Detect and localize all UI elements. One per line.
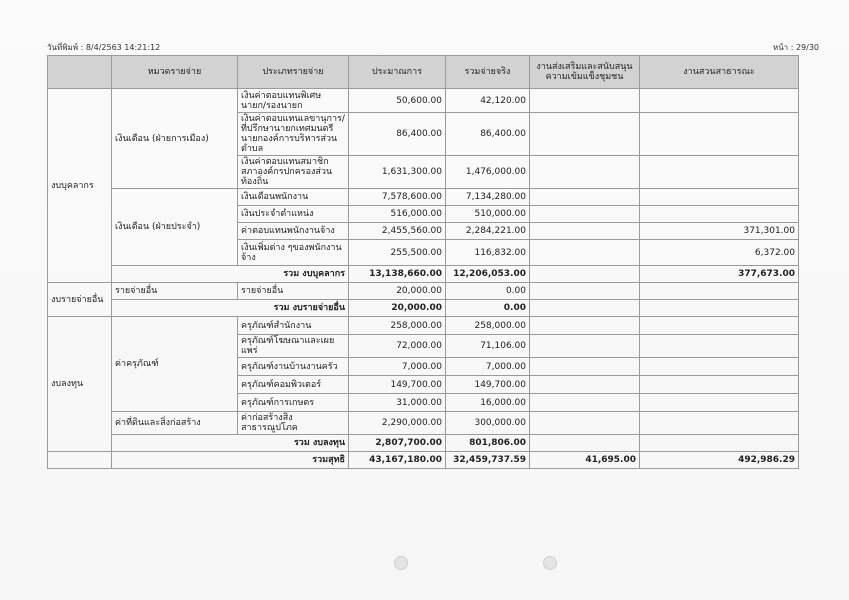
row-actual: 2,284,221.00 bbox=[446, 223, 530, 240]
subtotal-actual: 12,206,053.00 bbox=[446, 266, 530, 283]
row-community bbox=[530, 412, 640, 435]
row-actual: 7,000.00 bbox=[446, 358, 530, 376]
group-other: งบรายจ่ายอื่น bbox=[48, 283, 112, 317]
row-community bbox=[530, 376, 640, 394]
subtotal-row bbox=[48, 435, 799, 452]
group-personnel: งบบุคลากร bbox=[48, 89, 112, 283]
row-estimate: 31,000.00 bbox=[349, 394, 446, 412]
row-estimate: 20,000.00 bbox=[349, 283, 446, 300]
row-type: เงินเดือนพนักงาน bbox=[238, 189, 349, 206]
table-row bbox=[48, 89, 799, 113]
punch-hole-left bbox=[394, 556, 408, 570]
subtotal-actual: 801,806.00 bbox=[446, 435, 530, 452]
print-date: วันที่พิมพ์ : 8/4/2563 14:21:12 bbox=[47, 43, 161, 52]
row-park bbox=[640, 283, 799, 300]
subgroup-salary-political: เงินเดือน (ฝ่ายการเมือง) bbox=[112, 89, 238, 189]
row-type: ครุภัณฑ์คอมพิวเตอร์ bbox=[238, 376, 349, 394]
row-type: ค่าตอบแทนพนักงานจ้าง bbox=[238, 223, 349, 240]
row-community bbox=[530, 113, 640, 156]
row-park bbox=[640, 335, 799, 358]
row-park: 371,301.00 bbox=[640, 223, 799, 240]
header-category: หมวดรายจ่าย bbox=[112, 56, 238, 89]
row-type: ครุภัณฑ์การเกษตร bbox=[238, 394, 349, 412]
subgroup-salary-regular: เงินเดือน (ฝ่ายประจำ) bbox=[112, 189, 238, 266]
row-estimate: 2,290,000.00 bbox=[349, 412, 446, 435]
grand-total-actual: 32,459,737.59 bbox=[446, 452, 530, 469]
row-estimate: 72,000.00 bbox=[349, 335, 446, 358]
row-actual: 300,000.00 bbox=[446, 412, 530, 435]
row-community bbox=[530, 358, 640, 376]
header-estimate: ประมาณการ bbox=[349, 56, 446, 89]
subtotal-community bbox=[530, 435, 640, 452]
row-community bbox=[530, 223, 640, 240]
header-community-work: งานส่งเสริมและสนับสนุนความเข้มแข็งชุมชน bbox=[530, 56, 640, 89]
row-community bbox=[530, 283, 640, 300]
row-actual: 16,000.00 bbox=[446, 394, 530, 412]
row-estimate: 149,700.00 bbox=[349, 376, 446, 394]
row-park bbox=[640, 317, 799, 335]
subtotal-community bbox=[530, 300, 640, 317]
row-park bbox=[640, 358, 799, 376]
row-actual: 42,120.00 bbox=[446, 89, 530, 113]
grand-total-park: 492,986.29 bbox=[640, 452, 799, 469]
subtotal-label: รวม งบบุคลากร bbox=[112, 266, 349, 283]
row-estimate: 2,455,560.00 bbox=[349, 223, 446, 240]
row-estimate: 255,500.00 bbox=[349, 240, 446, 266]
subgroup-other-expense: รายจ่ายอื่น bbox=[112, 283, 238, 300]
subtotal-label: รวม งบลงทุน bbox=[112, 435, 349, 452]
row-estimate: 7,000.00 bbox=[349, 358, 446, 376]
row-actual: 71,106.00 bbox=[446, 335, 530, 358]
row-type: เงินค่าตอบแทนสมาชิกสภาองค์กรปกครองส่วนท้องถิ่น bbox=[238, 156, 349, 189]
subtotal-estimate: 13,138,660.00 bbox=[349, 266, 446, 283]
row-park bbox=[640, 156, 799, 189]
row-type: ค่าก่อสร้างสิ่งสาธารณูปโภค bbox=[238, 412, 349, 435]
subtotal-park bbox=[640, 300, 799, 317]
grand-total-community: 41,695.00 bbox=[530, 452, 640, 469]
subtotal-estimate: 2,807,700.00 bbox=[349, 435, 446, 452]
page-number: หน้า : 29/30 bbox=[772, 43, 819, 52]
row-estimate: 86,400.00 bbox=[349, 113, 446, 156]
subtotal-row bbox=[48, 300, 799, 317]
subtotal-community bbox=[530, 266, 640, 283]
row-estimate: 516,000.00 bbox=[349, 206, 446, 223]
punch-hole-right bbox=[543, 556, 557, 570]
table-row bbox=[48, 317, 799, 335]
subgroup-equipment: ค่าครุภัณฑ์ bbox=[112, 317, 238, 412]
row-community bbox=[530, 206, 640, 223]
table-header-row bbox=[48, 56, 799, 89]
row-actual: 149,700.00 bbox=[446, 376, 530, 394]
table-row bbox=[48, 189, 799, 206]
row-actual: 258,000.00 bbox=[446, 317, 530, 335]
group-investment: งบลงทุน bbox=[48, 317, 112, 452]
row-type: เงินเพิ่มต่าง ๆของพนักงานจ้าง bbox=[238, 240, 349, 266]
row-type: ครุภัณฑ์โฆษณาและเผยแพร่ bbox=[238, 335, 349, 358]
row-park bbox=[640, 89, 799, 113]
header-type: ประเภทรายจ่าย bbox=[238, 56, 349, 89]
grand-total-row bbox=[48, 452, 799, 469]
row-community bbox=[530, 156, 640, 189]
row-park: 6,372.00 bbox=[640, 240, 799, 266]
row-actual: 1,476,000.00 bbox=[446, 156, 530, 189]
subtotal-estimate: 20,000.00 bbox=[349, 300, 446, 317]
row-community bbox=[530, 335, 640, 358]
header-blank bbox=[48, 56, 112, 89]
row-park bbox=[640, 206, 799, 223]
header-actual: รวมจ่ายจริง bbox=[446, 56, 530, 89]
row-estimate: 1,631,300.00 bbox=[349, 156, 446, 189]
row-actual: 0.00 bbox=[446, 283, 530, 300]
table-row bbox=[48, 283, 799, 300]
row-park bbox=[640, 412, 799, 435]
row-community bbox=[530, 240, 640, 266]
subgroup-land-buildings: ค่าที่ดินและสิ่งก่อสร้าง bbox=[112, 412, 238, 435]
row-community bbox=[530, 394, 640, 412]
row-type: รายจ่ายอื่น bbox=[238, 283, 349, 300]
grand-total-estimate: 43,167,180.00 bbox=[349, 452, 446, 469]
header-park-work: งานสวนสาธารณะ bbox=[640, 56, 799, 89]
subtotal-park bbox=[640, 435, 799, 452]
grand-total-label: รวมสุทธิ bbox=[112, 452, 349, 469]
budget-table bbox=[47, 55, 799, 469]
subtotal-actual: 0.00 bbox=[446, 300, 530, 317]
row-type: เงินประจำตำแหน่ง bbox=[238, 206, 349, 223]
row-estimate: 50,600.00 bbox=[349, 89, 446, 113]
row-community bbox=[530, 89, 640, 113]
row-actual: 116,832.00 bbox=[446, 240, 530, 266]
row-type: เงินค่าตอบแทนพิเศษนายก/รองนายก bbox=[238, 89, 349, 113]
row-community bbox=[530, 317, 640, 335]
row-park bbox=[640, 376, 799, 394]
row-type: เงินค่าตอบแทนเลขานุการ/ที่ปรึกษานายกเทศมนตรี นายกองค์การบริหารส่วนตำบล bbox=[238, 113, 349, 156]
row-community bbox=[530, 189, 640, 206]
row-actual: 510,000.00 bbox=[446, 206, 530, 223]
row-type: ครุภัณฑ์สำนักงาน bbox=[238, 317, 349, 335]
row-type: ครุภัณฑ์งานบ้านงานครัว bbox=[238, 358, 349, 376]
row-actual: 86,400.00 bbox=[446, 113, 530, 156]
row-park bbox=[640, 394, 799, 412]
table-row bbox=[48, 412, 799, 435]
subtotal-row bbox=[48, 266, 799, 283]
subtotal-park: 377,673.00 bbox=[640, 266, 799, 283]
grand-total-blank bbox=[48, 452, 112, 469]
row-estimate: 258,000.00 bbox=[349, 317, 446, 335]
subtotal-label: รวม งบรายจ่ายอื่น bbox=[112, 300, 349, 317]
row-park bbox=[640, 113, 799, 156]
row-actual: 7,134,280.00 bbox=[446, 189, 530, 206]
row-park bbox=[640, 189, 799, 206]
row-estimate: 7,578,600.00 bbox=[349, 189, 446, 206]
